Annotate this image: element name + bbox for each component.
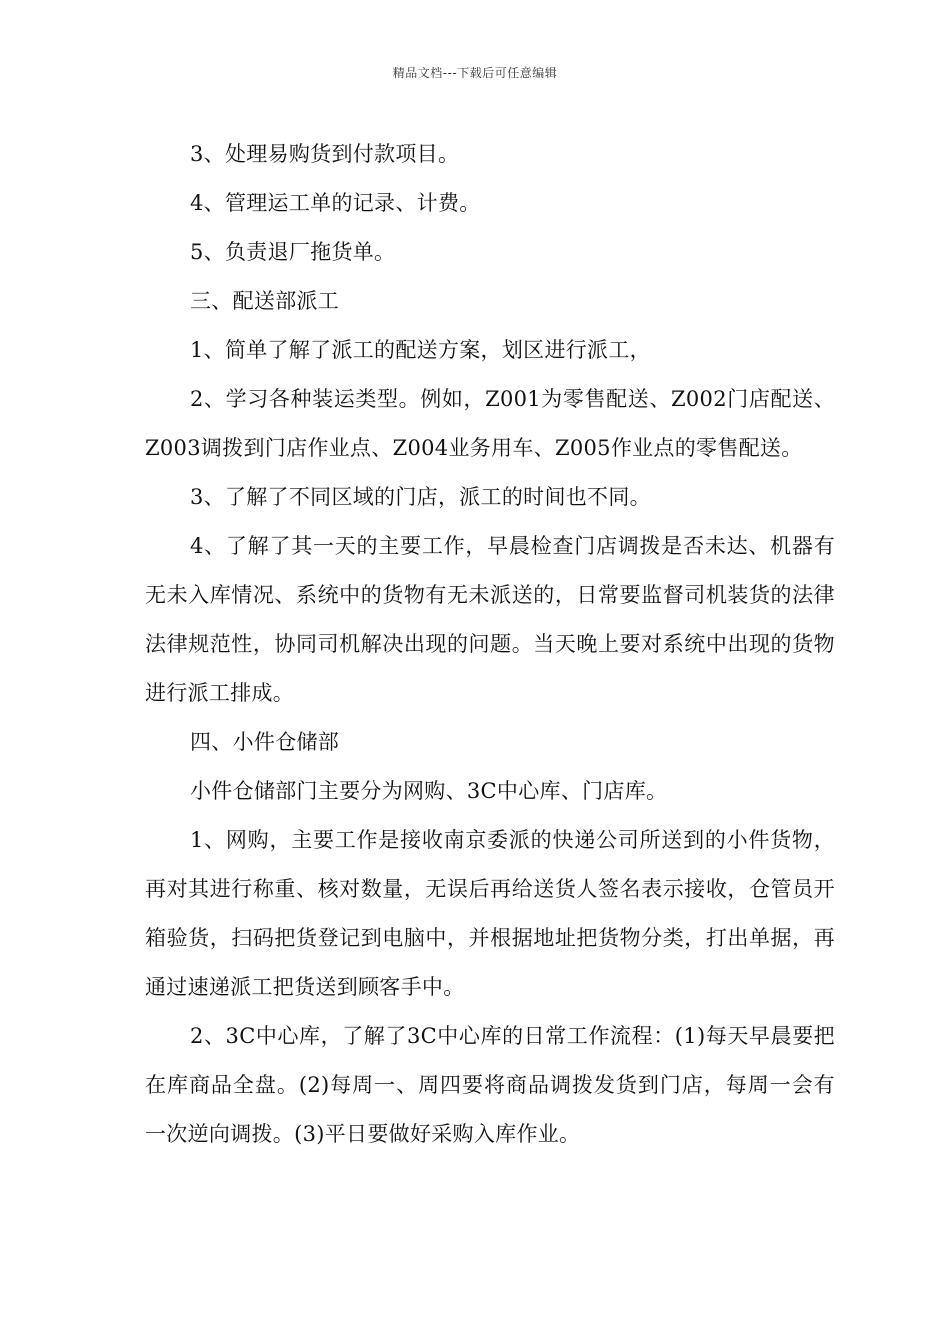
paragraph-delivery-1: 1、简单了解了派工的配送方案，划区进行派工， — [190, 338, 651, 362]
section-heading-delivery: 三、配送部派工 — [190, 289, 340, 313]
paragraph-warehouse-1: 1、网购，主要工作是接收南京委派的快递公司所送到的小件货物，再对其进行称重、核对数量，无误后再给送货人签名表示接收，仓管员开箱验货，扫码把货登记到电脑中，并根据地址把货物分类，打出单据，再通过速递派工把货送到顾客手中。 — [145, 828, 835, 999]
paragraph-warehouse-intro: 小件仓储部门主要分为网购、3C中心库、门店库。 — [190, 779, 668, 803]
page-header: 精品文档---下载后可任意编辑 — [392, 66, 558, 80]
paragraph-item-5: 5、负责退厂拖货单。 — [190, 240, 396, 264]
document-body — [145, 130, 835, 1159]
section-heading-warehouse: 四、小件仓储部 — [190, 730, 340, 754]
paragraph-delivery-4: 4、了解了其一天的主要工作，早晨检查门店调拨是否未达、机器有无未入库情况、系统中的货物有无未派送的，日常要监督司机装货的法律法律规范性，协同司机解决出现的问题。当天晚上要对系统中出现的货物进行派工排成。 — [145, 534, 835, 705]
paragraph-delivery-2: 2、学习各种装运类型。例如，Z001为零售配送、Z002门店配送、Z003调拨到门店作业点、Z004业务用车、Z005作业点的零售配送。 — [145, 387, 835, 460]
paragraph-item-3: 3、处理易购货到付款项目。 — [190, 142, 460, 166]
paragraph-warehouse-2: 2、3C中心库，了解了3C中心库的日常工作流程：(1)每天早晨要把在库商品全盘。(2)每周一、周四要将商品调拨发货到门店，每周一会有一次逆向调拨。(3)平日要做好采购入库作业。 — [145, 1024, 835, 1146]
paragraph-delivery-3: 3、了解了不同区域的门店，派工的时间也不同。 — [190, 485, 651, 509]
paragraph-item-4: 4、管理运工单的记录、计费。 — [190, 191, 481, 215]
